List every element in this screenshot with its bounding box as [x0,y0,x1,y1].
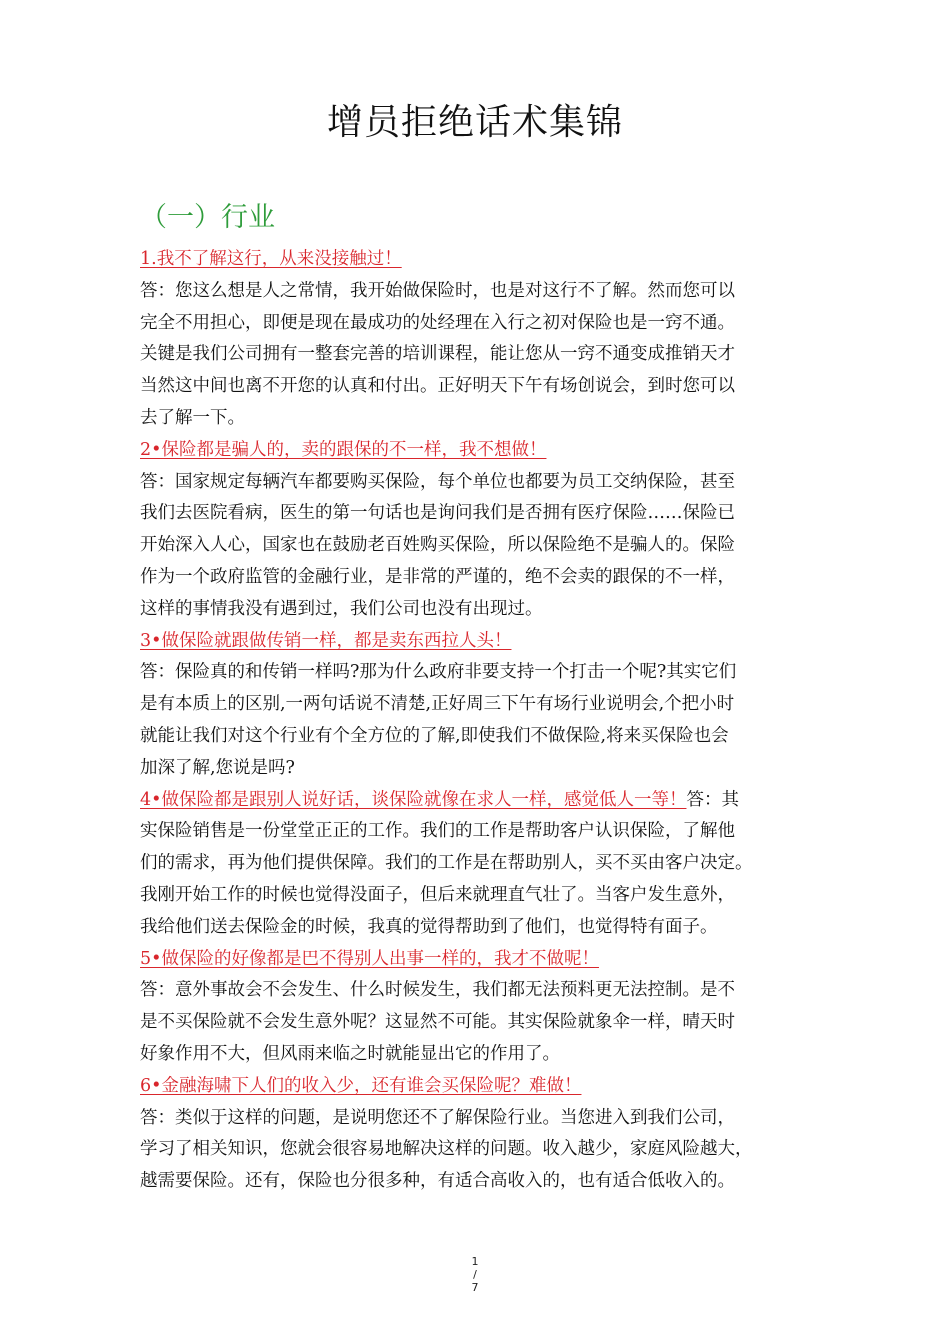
page-separator: / [473,1268,477,1281]
answer-line: 答：意外事故会不会发生、什么时候发生，我们都无法预料更无法控制。是不 [140,980,735,1001]
answer-line: 就能让我们对这个行业有个全方位的了解,即使我们不做保险,将来买保险也会 [140,725,729,746]
document-title: 增员拒绝话术集锦 [326,102,623,143]
answer-line: 这样的事情我没有遇到过，我们公司也没有出现过。 [140,598,543,619]
question-text: 6•金融海啸下人们的收入少，还有谁会买保险呢？难做！ [140,1075,582,1096]
answer-inline-text: 答：其 [686,789,739,810]
answer-line: 我刚开始工作的时候也觉得没面子，但后来就理直气壮了。当客户发生意外， [140,884,735,905]
qa-content [140,244,815,1198]
question-text: 5•做保险的好像都是巴不得别人出事一样的，我才不做呢！ [140,948,599,969]
answer-line: 答：您这么想是人之常情，我开始做保险时，也是对这行不了解。然而您可以 [140,280,735,301]
answer-line: 学习了相关知识，您就会很容易地解决这样的问题。收入越少，家庭风险越大， [140,1139,753,1160]
answer-line: 我给他们送去保险金的时候，我真的觉得帮助到了他们，也觉得特有面子。 [140,916,718,937]
qa-item-1 [140,244,815,276]
answer-line: 越需要保险。还有，保险也分很多种，有适合高收入的，也有适合低收入的。 [140,1171,735,1192]
qa-item-4 [140,785,815,817]
answer-line: 答：国家规定每辆汽车都要购买保险，每个单位也都要为员工交纳保险，甚至 [140,471,735,492]
answer-line: 开始深入人心，国家也在鼓励老百姓购买保险，所以保险绝不是骗人的。保险 [140,535,735,556]
answer-line: 好象作用不大，但风雨来临之时就能显出它的作用了。 [140,1043,560,1064]
qa-item-5 [140,944,815,976]
qa-item-6 [140,1071,815,1103]
answer-line: 当然这中间也离不开您的认真和付出。正好明天下午有场创说会，到时您可以 [140,376,735,397]
question-text: 3•做保险就跟做传销一样，都是卖东西拉人头！ [140,630,512,651]
page-current: 1 [471,1255,479,1268]
qa-item-2 [140,435,815,467]
answer-line: 关键是我们公司拥有一整套完善的培训课程，能让您从一窍不通变成推销天才 [140,344,735,365]
answer-line: 我们去医院看病，医生的第一句话也是询问我们是否拥有医疗保险……保险已 [140,503,735,524]
answer-line: 答：保险真的和传销一样吗?那为什么政府非要支持一个打击一个呢?其实它们 [140,662,737,683]
section-heading: （一）行业 [140,202,275,233]
answer-line: 完全不用担心，即便是现在最成功的处经理在入行之初对保险也是一窍不通。 [140,312,735,333]
page-number [463,1255,487,1294]
answer-line: 实保险销售是一份堂堂正正的工作。我们的工作是帮助客户认识保险，了解他 [140,821,735,842]
answer-line: 加深了解,您说是吗? [140,757,295,778]
question-text: 2•保险都是骗人的，卖的跟保的不一样，我不想做！ [140,439,547,460]
answer-line: 是有本质上的区别,一两句话说不清楚,正好周三下午有场行业说明会,个把小时 [140,694,735,715]
question-text: 1.我不了解这行，从来没接触过！ [140,249,402,269]
answer-line: 去了解一下。 [140,407,245,428]
answer-line: 们的需求，再为他们提供保障。我们的工作是在帮助别人，买不买由客户决定。 [140,853,753,874]
answer-line: 作为一个政府监管的金融行业，是非常的严谨的，绝不会卖的跟保的不一样， [140,566,735,587]
answer-line: 答：类似于这样的问题，是说明您还不了解保险行业。当您进入到我们公司， [140,1107,735,1128]
qa-item-3 [140,626,815,658]
page-total: 7 [471,1281,479,1294]
question-text: 4•做保险都是跟别人说好话，谈保险就像在求人一样，感觉低人一等！ [140,789,687,810]
answer-line: 是不买保险就不会发生意外呢？这显然不可能。其实保险就象伞一样，晴天时 [140,1012,735,1033]
